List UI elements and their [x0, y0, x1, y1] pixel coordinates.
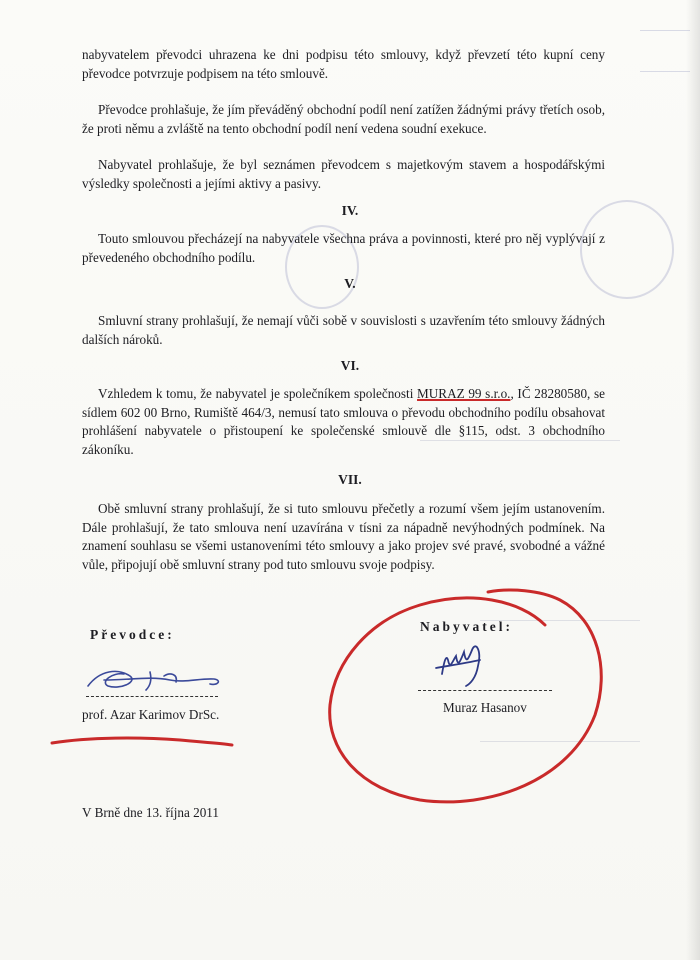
section-heading-v: V.	[344, 276, 356, 291]
transferor-label: Převodce:	[90, 627, 175, 642]
acquirer-signature	[436, 646, 480, 686]
place-and-date: V Brně dne 13. října 2011	[82, 805, 219, 820]
red-circle-annotation	[330, 590, 602, 802]
paragraph-text: Smluvní strany prohlašují, že nemají vůči sobě v souvislosti s uzavřením této smlouvy žádných dalších nároků.	[82, 313, 605, 347]
paragraph-text: Převodce prohlašuje, že jím převáděný obchodní podíl není zatížen žádnými právy třetích osob, že proti němu a zvláště na tento obchodní podíl není vedena soudní exekuce.	[82, 102, 605, 136]
section-heading-iv: IV.	[341, 203, 359, 218]
paragraph-text: Nabyvatel prohlašuje, že byl seznámen převodcem s majetkovým stavem a hospodářskými výsledky společnosti a jejími aktivy a pasivy.	[82, 157, 605, 191]
paragraph-text-after: , IČ 28280580, se sídlem 602 00 Brno, Rumiště 464/3, nemusí tato smlouva o převodu obchodního podílu obsahovat prohlášení nabyvatele o přistoupení ke společenské smlouvě dle §115, odst. 3 obchodního zákoníku.	[82, 386, 605, 457]
section-heading-vi: VI.	[340, 358, 360, 373]
red-underline-annotation	[52, 738, 232, 745]
paragraph-text: Touto smlouvou přecházejí na nabyvatele všechna práva a povinnosti, které pro něj vyplývají z převedeného obchodního podílu.	[82, 231, 605, 265]
section-heading-vii: VII.	[338, 472, 362, 487]
company-name: MURAZ 99 s.r.o.	[417, 386, 511, 401]
transferor-signature	[88, 671, 218, 690]
paragraph-text: Obě smluvní strany prohlašují, že si tuto smlouvu přečetly a rozumí všem jejím ustanovením. Dále prohlašují, že tato smlouva není uzavírána v tísni za nápadně nevýhodných podmínek. Na znamení souhlasu se všemi ustanoveními této smlouvy a jako projev své pravé, svobodné a vážné vůle, připojují obě smluvní strany pod tuto smlouvu svoje podpisy.	[82, 501, 605, 572]
transferor-name: prof. Azar Karimov DrSc.	[82, 707, 220, 722]
acquirer-label: Nabyvatel:	[420, 619, 513, 634]
paragraph-text-before: Vzhledem k tomu, že nabyvatel je společníkem společnosti	[98, 386, 418, 401]
acquirer-name: Muraz Hasanov	[443, 700, 527, 715]
paragraph-text: nabyvatelem převodci uhrazena ke dni podpisu této smlouvy, když převzetí této kupní ceny převodce potvrzuje podpisem na této smlouvě.	[82, 47, 605, 81]
